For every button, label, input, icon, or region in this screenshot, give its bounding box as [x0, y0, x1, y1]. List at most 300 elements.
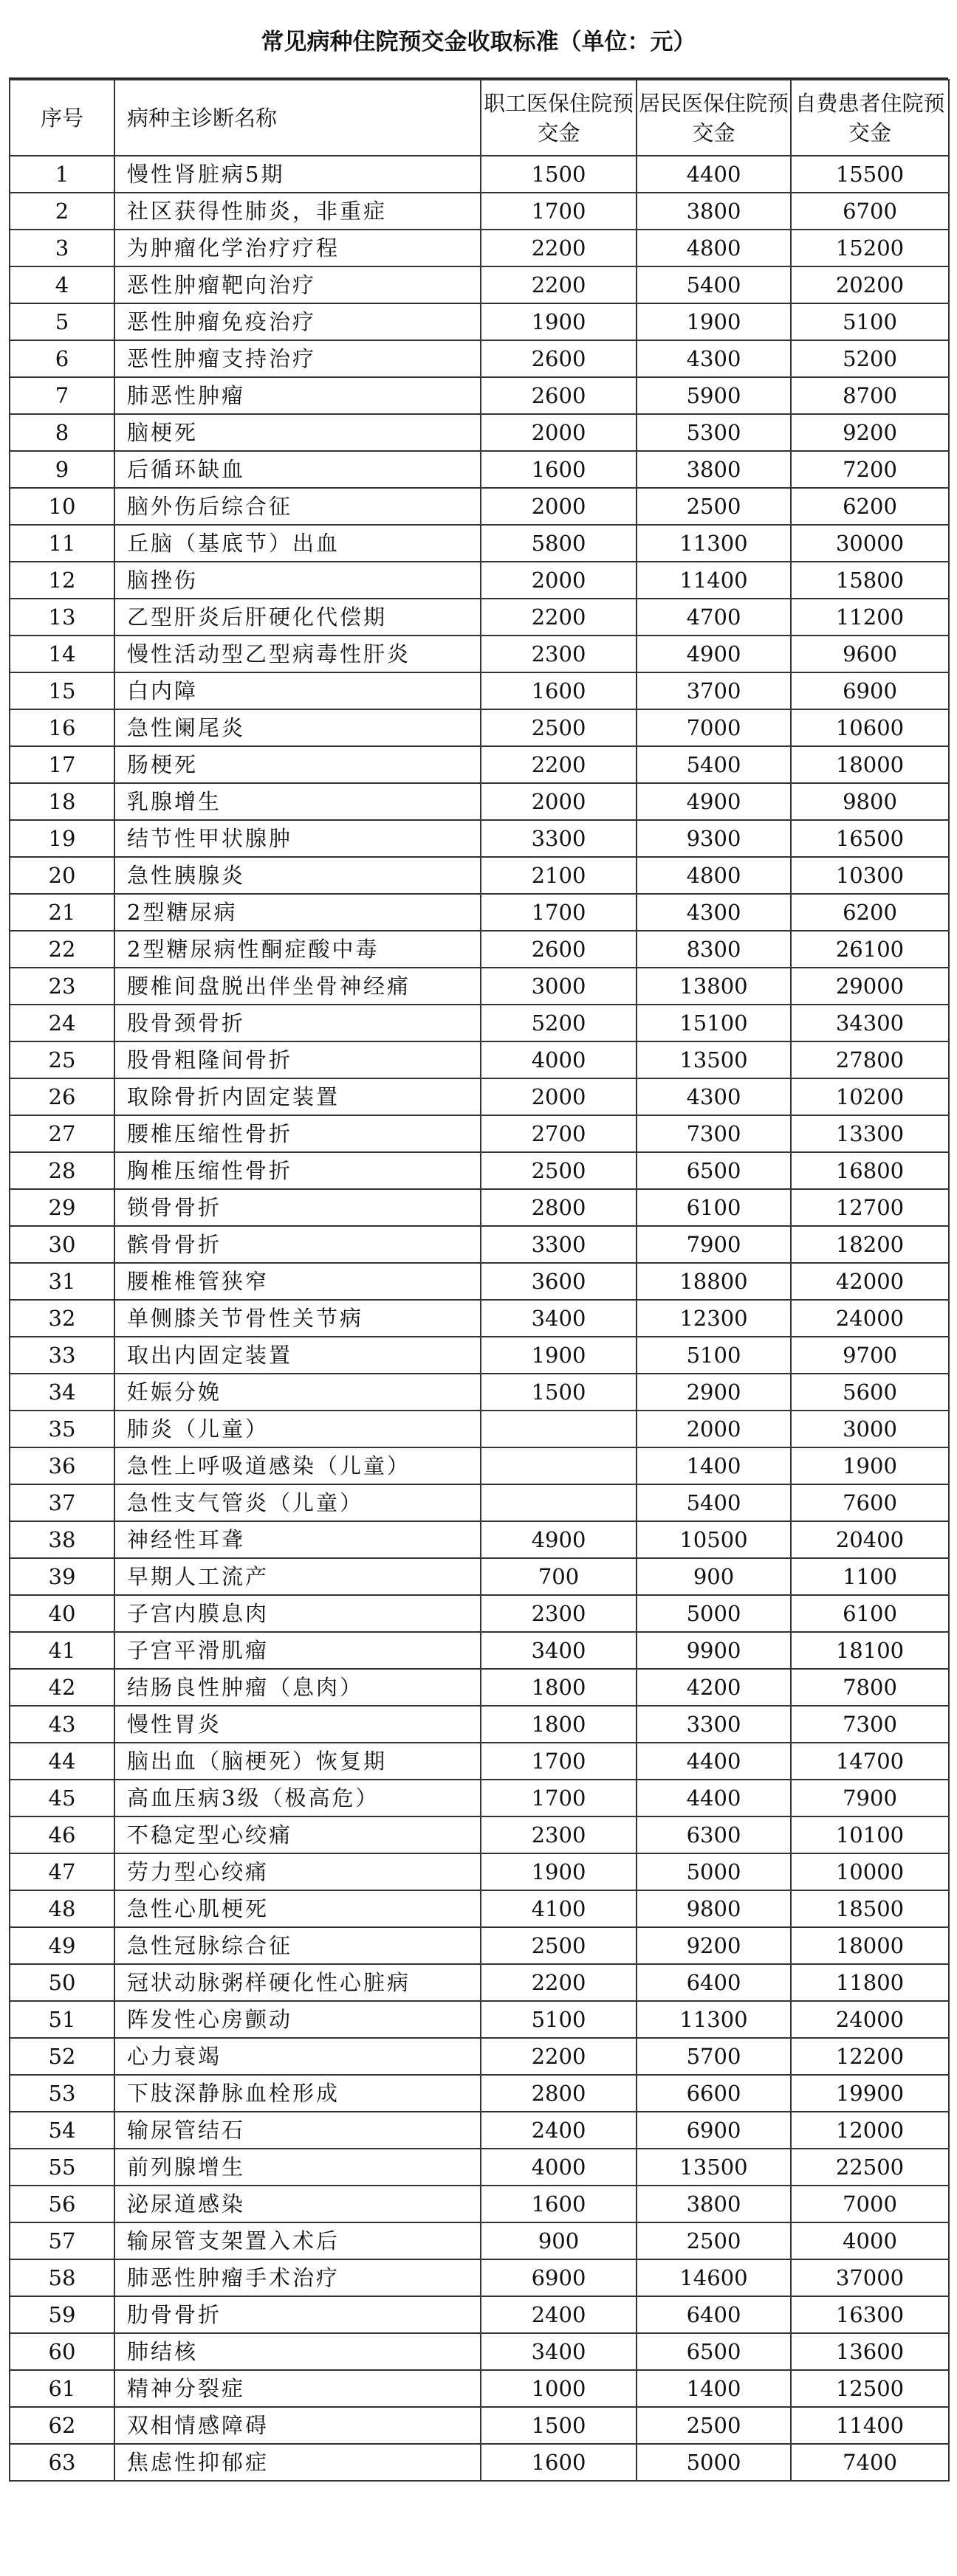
self-pay-deposit: 27800 [791, 1041, 949, 1078]
disease-name: 焦虑性抑郁症 [114, 2444, 481, 2481]
employee-deposit: 1800 [481, 1706, 637, 1743]
resident-deposit: 6500 [637, 2333, 791, 2370]
table-row [10, 1152, 949, 1189]
row-index: 23 [10, 968, 114, 1005]
employee-deposit: 2600 [481, 377, 637, 414]
self-pay-deposit: 10600 [791, 709, 949, 746]
resident-deposit: 13800 [637, 968, 791, 1005]
resident-deposit: 5300 [637, 414, 791, 451]
table-row [10, 2038, 949, 2075]
self-pay-deposit: 9200 [791, 414, 949, 451]
row-index: 14 [10, 636, 114, 672]
disease-name: 后循环缺血 [114, 451, 481, 488]
employee-deposit: 2800 [481, 2075, 637, 2112]
row-index: 62 [10, 2407, 114, 2444]
employee-deposit: 3000 [481, 968, 637, 1005]
table-row [10, 1041, 949, 1078]
fee-table [9, 79, 950, 2482]
table-row [10, 1743, 949, 1780]
table-row [10, 1300, 949, 1337]
self-pay-deposit: 18200 [791, 1226, 949, 1263]
table-row [10, 1005, 949, 1041]
row-index: 39 [10, 1558, 114, 1595]
employee-deposit: 3400 [481, 2333, 637, 2370]
row-index: 2 [10, 193, 114, 230]
row-index: 18 [10, 783, 114, 820]
resident-deposit: 5700 [637, 2038, 791, 2075]
self-pay-deposit: 34300 [791, 1005, 949, 1041]
self-pay-deposit: 11800 [791, 1964, 949, 2001]
resident-deposit: 9200 [637, 1927, 791, 1964]
table-row [10, 2370, 949, 2407]
employee-deposit: 2100 [481, 857, 637, 894]
row-index: 60 [10, 2333, 114, 2370]
table-row [10, 1632, 949, 1669]
disease-name: 脑出血（脑梗死）恢复期 [114, 1743, 481, 1780]
resident-deposit: 14600 [637, 2259, 791, 2296]
self-pay-deposit: 8700 [791, 377, 949, 414]
self-pay-deposit: 5100 [791, 303, 949, 340]
self-pay-deposit: 7800 [791, 1669, 949, 1706]
row-index: 11 [10, 525, 114, 562]
row-index: 20 [10, 857, 114, 894]
table-row [10, 2407, 949, 2444]
table-row [10, 2333, 949, 2370]
resident-deposit: 5000 [637, 1595, 791, 1632]
table-row [10, 1115, 949, 1152]
self-pay-deposit: 18000 [791, 1927, 949, 1964]
self-pay-deposit: 3000 [791, 1411, 949, 1447]
employee-deposit: 2200 [481, 2038, 637, 2075]
employee-deposit: 1700 [481, 193, 637, 230]
table-row [10, 1706, 949, 1743]
self-pay-deposit: 12700 [791, 1189, 949, 1226]
row-index: 21 [10, 894, 114, 931]
table-row [10, 1484, 949, 1521]
disease-name: 脑梗死 [114, 414, 481, 451]
disease-name: 劳力型心绞痛 [114, 1853, 481, 1890]
employee-deposit: 2300 [481, 636, 637, 672]
self-pay-deposit: 6100 [791, 1595, 949, 1632]
disease-name: 下肢深静脉血栓形成 [114, 2075, 481, 2112]
employee-deposit: 1600 [481, 672, 637, 709]
resident-deposit: 1900 [637, 303, 791, 340]
row-index: 38 [10, 1521, 114, 1558]
self-pay-deposit: 9700 [791, 1337, 949, 1374]
employee-deposit: 2400 [481, 2296, 637, 2333]
self-pay-deposit: 12000 [791, 2112, 949, 2149]
self-pay-deposit: 7300 [791, 1706, 949, 1743]
self-pay-deposit: 37000 [791, 2259, 949, 2296]
row-index: 48 [10, 1890, 114, 1927]
row-index: 9 [10, 451, 114, 488]
row-index: 5 [10, 303, 114, 340]
table-row [10, 1521, 949, 1558]
resident-deposit: 4800 [637, 230, 791, 266]
employee-deposit: 4100 [481, 1890, 637, 1927]
table-row [10, 2222, 949, 2259]
table-row [10, 230, 949, 266]
disease-name: 胸椎压缩性骨折 [114, 1152, 481, 1189]
employee-deposit: 3600 [481, 1263, 637, 1300]
self-pay-deposit: 20200 [791, 266, 949, 303]
employee-deposit [481, 1411, 637, 1447]
self-pay-deposit: 6900 [791, 672, 949, 709]
disease-name: 双相情感障碍 [114, 2407, 481, 2444]
self-pay-deposit: 42000 [791, 1263, 949, 1300]
table-row [10, 1263, 949, 1300]
resident-deposit: 8300 [637, 931, 791, 968]
row-index: 34 [10, 1374, 114, 1411]
disease-name: 精神分裂症 [114, 2370, 481, 2407]
table-row [10, 2112, 949, 2149]
employee-deposit: 2800 [481, 1189, 637, 1226]
self-pay-deposit: 24000 [791, 2001, 949, 2038]
resident-deposit: 4800 [637, 857, 791, 894]
self-pay-deposit: 10100 [791, 1816, 949, 1853]
employee-deposit: 2200 [481, 599, 637, 636]
disease-name: 急性阑尾炎 [114, 709, 481, 746]
table-row [10, 303, 949, 340]
row-index: 50 [10, 1964, 114, 2001]
table-body [10, 156, 949, 2481]
table-row [10, 2149, 949, 2186]
table-row [10, 156, 949, 193]
employee-deposit: 2000 [481, 414, 637, 451]
self-pay-deposit: 26100 [791, 931, 949, 968]
table-row [10, 968, 949, 1005]
resident-deposit: 2500 [637, 488, 791, 525]
row-index: 33 [10, 1337, 114, 1374]
disease-name: 2型糖尿病 [114, 894, 481, 931]
row-index: 51 [10, 2001, 114, 2038]
row-index: 24 [10, 1005, 114, 1041]
disease-name: 肠梗死 [114, 746, 481, 783]
table-row [10, 488, 949, 525]
employee-deposit: 1900 [481, 1337, 637, 1374]
row-index: 55 [10, 2149, 114, 2186]
resident-deposit: 3700 [637, 672, 791, 709]
table-row [10, 2186, 949, 2222]
self-pay-deposit: 24000 [791, 1300, 949, 1337]
self-pay-deposit: 22500 [791, 2149, 949, 2186]
resident-deposit: 1400 [637, 1447, 791, 1484]
row-index: 29 [10, 1189, 114, 1226]
fee-standard-sheet [9, 7, 948, 2482]
self-pay-deposit: 12500 [791, 2370, 949, 2407]
self-pay-deposit: 13600 [791, 2333, 949, 2370]
resident-deposit: 2000 [637, 1411, 791, 1447]
header-row [10, 80, 949, 156]
row-index: 37 [10, 1484, 114, 1521]
disease-name: 丘脑（基底节）出血 [114, 525, 481, 562]
employee-deposit: 1600 [481, 2186, 637, 2222]
row-index: 22 [10, 931, 114, 968]
header-self-pay: 自费患者住院预交金 [791, 80, 949, 156]
resident-deposit: 5100 [637, 1337, 791, 1374]
resident-deposit: 12300 [637, 1300, 791, 1337]
row-index: 12 [10, 562, 114, 599]
table-row [10, 1411, 949, 1447]
resident-deposit: 4400 [637, 1780, 791, 1816]
disease-name: 早期人工流产 [114, 1558, 481, 1595]
employee-deposit [481, 1484, 637, 1521]
disease-name: 输尿管结石 [114, 2112, 481, 2149]
table-row [10, 193, 949, 230]
disease-name: 为肿瘤化学治疗疗程 [114, 230, 481, 266]
resident-deposit: 4700 [637, 599, 791, 636]
table-row [10, 1595, 949, 1632]
resident-deposit: 3300 [637, 1706, 791, 1743]
self-pay-deposit: 19900 [791, 2075, 949, 2112]
employee-deposit: 3300 [481, 820, 637, 857]
resident-deposit: 9900 [637, 1632, 791, 1669]
employee-deposit: 900 [481, 2222, 637, 2259]
table-row [10, 414, 949, 451]
disease-name: 单侧膝关节骨性关节病 [114, 1300, 481, 1337]
employee-deposit: 2200 [481, 746, 637, 783]
disease-name: 肺炎（儿童） [114, 1411, 481, 1447]
table-row [10, 1669, 949, 1706]
employee-deposit: 1900 [481, 303, 637, 340]
resident-deposit: 5900 [637, 377, 791, 414]
employee-deposit: 5200 [481, 1005, 637, 1041]
resident-deposit: 6600 [637, 2075, 791, 2112]
row-index: 56 [10, 2186, 114, 2222]
disease-name: 急性支气管炎（儿童） [114, 1484, 481, 1521]
disease-name: 乙型肝炎后肝硬化代偿期 [114, 599, 481, 636]
disease-name: 结肠良性肿瘤（息肉） [114, 1669, 481, 1706]
employee-deposit: 2000 [481, 488, 637, 525]
row-index: 58 [10, 2259, 114, 2296]
employee-deposit: 2200 [481, 266, 637, 303]
table-row [10, 1447, 949, 1484]
self-pay-deposit: 15200 [791, 230, 949, 266]
resident-deposit: 5400 [637, 1484, 791, 1521]
row-index: 8 [10, 414, 114, 451]
self-pay-deposit: 18100 [791, 1632, 949, 1669]
table-row [10, 2259, 949, 2296]
self-pay-deposit: 15800 [791, 562, 949, 599]
self-pay-deposit: 13300 [791, 1115, 949, 1152]
table-row [10, 1927, 949, 1964]
resident-deposit: 5000 [637, 2444, 791, 2481]
disease-name: 恶性肿瘤免疫治疗 [114, 303, 481, 340]
disease-name: 肺恶性肿瘤手术治疗 [114, 2259, 481, 2296]
resident-deposit: 4900 [637, 636, 791, 672]
row-index: 52 [10, 2038, 114, 2075]
self-pay-deposit: 7000 [791, 2186, 949, 2222]
employee-deposit: 2300 [481, 1816, 637, 1853]
employee-deposit: 2500 [481, 709, 637, 746]
table-row [10, 2444, 949, 2481]
employee-deposit: 6900 [481, 2259, 637, 2296]
disease-name: 急性冠脉综合征 [114, 1927, 481, 1964]
resident-deposit: 4300 [637, 340, 791, 377]
self-pay-deposit: 16500 [791, 820, 949, 857]
self-pay-deposit: 5200 [791, 340, 949, 377]
table-row [10, 1337, 949, 1374]
row-index: 32 [10, 1300, 114, 1337]
row-index: 7 [10, 377, 114, 414]
employee-deposit: 1600 [481, 2444, 637, 2481]
table-row [10, 2075, 949, 2112]
resident-deposit: 6400 [637, 1964, 791, 2001]
self-pay-deposit: 11400 [791, 2407, 949, 2444]
disease-name: 腰椎压缩性骨折 [114, 1115, 481, 1152]
disease-name: 取出内固定装置 [114, 1337, 481, 1374]
table-row [10, 672, 949, 709]
disease-name: 结节性甲状腺肿 [114, 820, 481, 857]
self-pay-deposit: 30000 [791, 525, 949, 562]
resident-deposit: 4200 [637, 1669, 791, 1706]
resident-deposit: 2500 [637, 2222, 791, 2259]
self-pay-deposit: 29000 [791, 968, 949, 1005]
table-row [10, 1780, 949, 1816]
employee-deposit: 4000 [481, 2149, 637, 2186]
employee-deposit: 1800 [481, 1669, 637, 1706]
employee-deposit: 2600 [481, 340, 637, 377]
disease-name: 肺结核 [114, 2333, 481, 2370]
self-pay-deposit: 7600 [791, 1484, 949, 1521]
employee-deposit: 1000 [481, 2370, 637, 2407]
employee-deposit: 3400 [481, 1300, 637, 1337]
resident-deposit: 7300 [637, 1115, 791, 1152]
disease-name: 慢性活动型乙型病毒性肝炎 [114, 636, 481, 672]
employee-deposit [481, 1447, 637, 1484]
employee-deposit: 1900 [481, 1853, 637, 1890]
resident-deposit: 3800 [637, 451, 791, 488]
disease-name: 心力衰竭 [114, 2038, 481, 2075]
row-index: 31 [10, 1263, 114, 1300]
resident-deposit: 1400 [637, 2370, 791, 2407]
disease-name: 髌骨骨折 [114, 1226, 481, 1263]
resident-deposit: 5400 [637, 266, 791, 303]
row-index: 30 [10, 1226, 114, 1263]
resident-deposit: 4300 [637, 894, 791, 931]
employee-deposit: 2000 [481, 562, 637, 599]
disease-name: 妊娠分娩 [114, 1374, 481, 1411]
table-row [10, 857, 949, 894]
disease-name: 神经性耳聋 [114, 1521, 481, 1558]
disease-name: 子宫内膜息肉 [114, 1595, 481, 1632]
employee-deposit: 700 [481, 1558, 637, 1595]
disease-name: 慢性胃炎 [114, 1706, 481, 1743]
resident-deposit: 4400 [637, 1743, 791, 1780]
resident-deposit: 4300 [637, 1078, 791, 1115]
table-row [10, 1853, 949, 1890]
employee-deposit: 2200 [481, 1964, 637, 2001]
resident-deposit: 11300 [637, 525, 791, 562]
self-pay-deposit: 11200 [791, 599, 949, 636]
resident-deposit: 4400 [637, 156, 791, 193]
resident-deposit: 4900 [637, 783, 791, 820]
self-pay-deposit: 16800 [791, 1152, 949, 1189]
table-row [10, 1078, 949, 1115]
row-index: 46 [10, 1816, 114, 1853]
row-index: 54 [10, 2112, 114, 2149]
row-index: 44 [10, 1743, 114, 1780]
self-pay-deposit: 6700 [791, 193, 949, 230]
employee-deposit: 4900 [481, 1521, 637, 1558]
disease-name: 取除骨折内固定装置 [114, 1078, 481, 1115]
disease-name: 子宫平滑肌瘤 [114, 1632, 481, 1669]
self-pay-deposit: 12200 [791, 2038, 949, 2075]
row-index: 19 [10, 820, 114, 857]
self-pay-deposit: 10300 [791, 857, 949, 894]
table-row [10, 709, 949, 746]
employee-deposit: 1700 [481, 894, 637, 931]
table-row [10, 894, 949, 931]
self-pay-deposit: 14700 [791, 1743, 949, 1780]
self-pay-deposit: 6200 [791, 488, 949, 525]
self-pay-deposit: 6200 [791, 894, 949, 931]
table-row [10, 636, 949, 672]
employee-deposit: 1500 [481, 2407, 637, 2444]
resident-deposit: 7900 [637, 1226, 791, 1263]
table-row [10, 599, 949, 636]
table-row [10, 1374, 949, 1411]
self-pay-deposit: 7200 [791, 451, 949, 488]
employee-deposit: 1500 [481, 1374, 637, 1411]
resident-deposit: 2500 [637, 2407, 791, 2444]
resident-deposit: 6500 [637, 1152, 791, 1189]
row-index: 40 [10, 1595, 114, 1632]
table-row [10, 525, 949, 562]
self-pay-deposit: 10200 [791, 1078, 949, 1115]
table-row [10, 1816, 949, 1853]
self-pay-deposit: 7400 [791, 2444, 949, 2481]
disease-name: 肺恶性肿瘤 [114, 377, 481, 414]
resident-deposit: 5000 [637, 1853, 791, 1890]
table-row [10, 451, 949, 488]
resident-deposit: 6100 [637, 1189, 791, 1226]
employee-deposit: 2000 [481, 783, 637, 820]
disease-name: 慢性肾脏病5期 [114, 156, 481, 193]
employee-deposit: 1700 [481, 1743, 637, 1780]
table-row [10, 2001, 949, 2038]
table-row [10, 820, 949, 857]
disease-name: 急性胰腺炎 [114, 857, 481, 894]
disease-name: 高血压病3级（极高危） [114, 1780, 481, 1816]
row-index: 26 [10, 1078, 114, 1115]
self-pay-deposit: 1900 [791, 1447, 949, 1484]
disease-name: 脑外伤后综合征 [114, 488, 481, 525]
header-resident-insurance: 居民医保住院预交金 [637, 80, 791, 156]
row-index: 4 [10, 266, 114, 303]
resident-deposit: 10500 [637, 1521, 791, 1558]
row-index: 42 [10, 1669, 114, 1706]
row-index: 49 [10, 1927, 114, 1964]
disease-name: 冠状动脉粥样硬化性心脏病 [114, 1964, 481, 2001]
page-title: 常见病种住院预交金收取标准（单位：元） [9, 7, 948, 79]
table-header [10, 80, 949, 156]
table-row [10, 340, 949, 377]
disease-name: 锁骨骨折 [114, 1189, 481, 1226]
row-index: 15 [10, 672, 114, 709]
self-pay-deposit: 9600 [791, 636, 949, 672]
disease-name: 急性心肌梗死 [114, 1890, 481, 1927]
table-row [10, 746, 949, 783]
resident-deposit: 6900 [637, 2112, 791, 2149]
resident-deposit: 13500 [637, 1041, 791, 1078]
resident-deposit: 3800 [637, 193, 791, 230]
employee-deposit: 2500 [481, 1927, 637, 1964]
self-pay-deposit: 7900 [791, 1780, 949, 1816]
disease-name: 腰椎椎管狭窄 [114, 1263, 481, 1300]
employee-deposit: 2600 [481, 931, 637, 968]
employee-deposit: 2700 [481, 1115, 637, 1152]
